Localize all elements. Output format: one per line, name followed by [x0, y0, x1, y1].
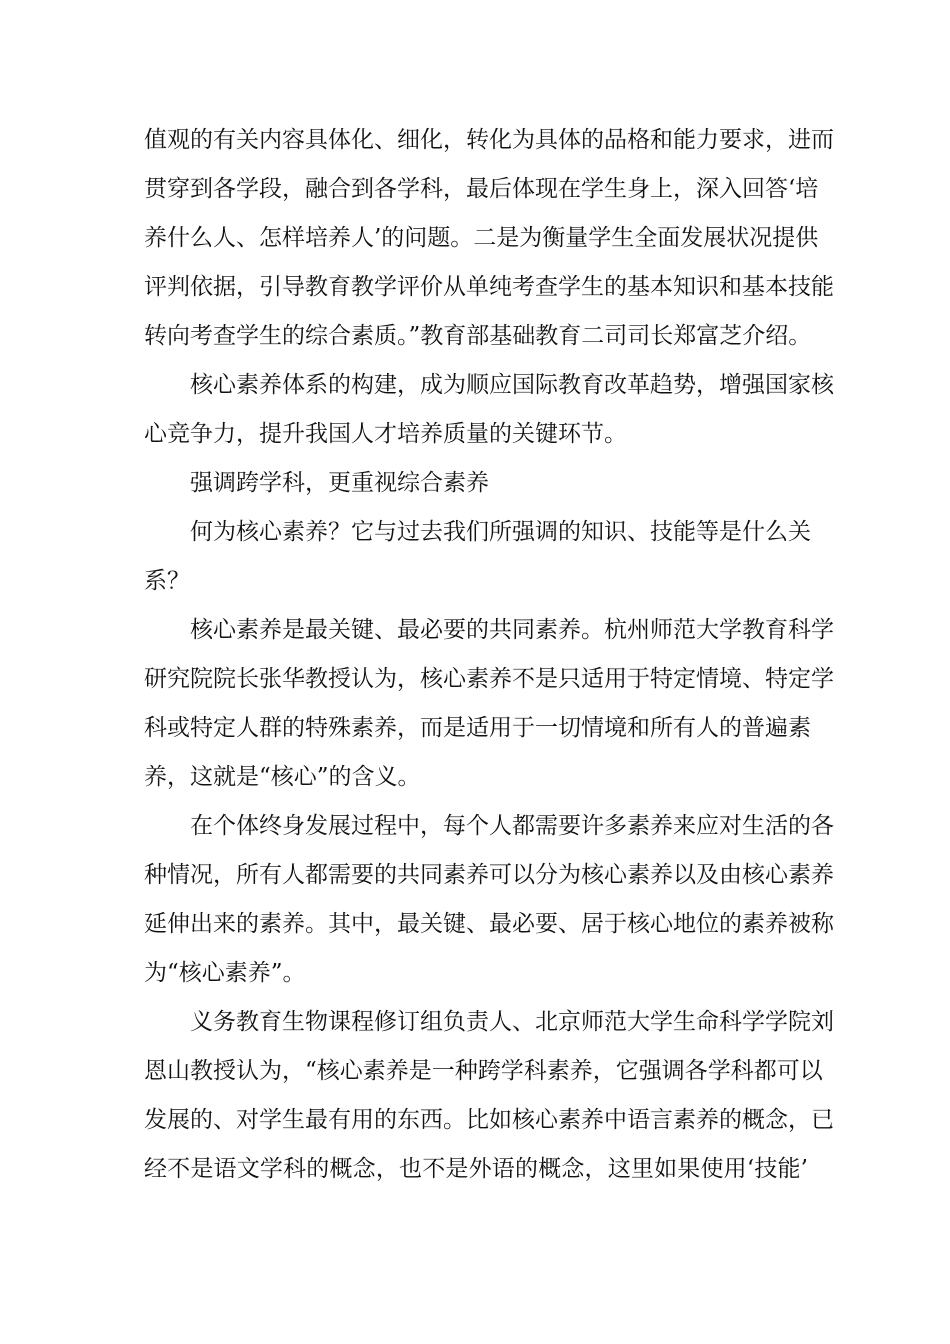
document-body	[144, 116, 834, 1194]
text-line: 心竞争力，提升我国人才培养质量的关键环节。	[144, 421, 627, 447]
text-line: 系？	[144, 568, 190, 594]
paragraph-first-line: 核心素养体系的构建，成为顺应国际教育改革趋势，增强国家核	[190, 372, 834, 398]
section-heading: 强调跨学科，更重视综合素养	[190, 470, 489, 496]
text-line: 转向考查学生的综合素质。”教育部基础教育二司司长郑富芝介绍。	[144, 323, 812, 349]
text-line: 养什么人、怎样培养人’的问题。二是为衡量学生全面发展状况提供	[144, 225, 819, 251]
paragraph-first-line: 在个体终身发展过程中，每个人都需要许多素养来应对生活的各	[190, 813, 834, 839]
text-line: 种情况，所有人都需要的共同素养可以分为核心素养以及由核心素养	[144, 862, 834, 888]
text-line: 贯穿到各学段，融合到各学科，最后体现在学生身上，深入回答‘培	[144, 176, 819, 202]
text-line: 经不是语文学科的概念，也不是外语的概念，这里如果使用‘技能’	[144, 1156, 808, 1182]
text-line: 延伸出来的素养。其中，最关键、最必要、居于核心地位的素养被称	[144, 911, 834, 937]
text-line: 研究院院长张华教授认为，核心素养不是只适用于特定情境、特定学	[144, 666, 834, 692]
text-line: 养，这就是“核心”的含义。	[144, 764, 421, 790]
paragraph-first-line: 核心素养是最关键、最必要的共同素养。杭州师范大学教育科学	[190, 617, 834, 643]
text-line: 评判依据，引导教育教学评价从单纯考查学生的基本知识和基本技能	[144, 274, 834, 300]
text-line: 发展的、对学生最有用的东西。比如核心素养中语言素养的概念，已	[144, 1107, 834, 1133]
paragraph-first-line: 义务教育生物课程修订组负责人、北京师范大学生命科学学院刘	[190, 1009, 834, 1035]
text-line: 值观的有关内容具体化、细化，转化为具体的品格和能力要求，进而	[144, 127, 834, 153]
text-line: 科或特定人群的特殊素养，而是适用于一切情境和所有人的普遍素	[144, 715, 811, 741]
text-line: 恩山教授认为，“核心素养是一种跨学科素养，它强调各学科都可以	[144, 1058, 823, 1084]
text-line: 为“核心素养”。	[144, 960, 306, 986]
paragraph-first-line: 何为核心素养？它与过去我们所强调的知识、技能等是什么关	[190, 519, 811, 545]
